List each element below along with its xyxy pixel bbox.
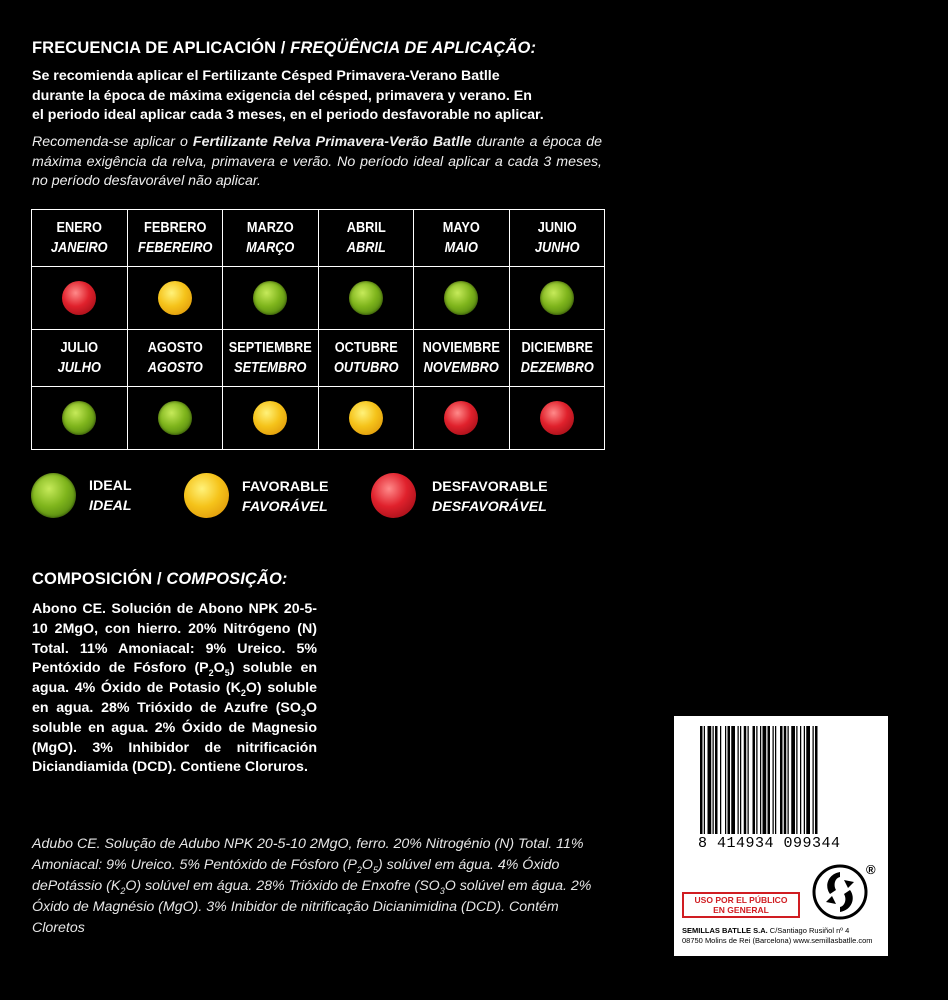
legend-ideal-pt: IDEAL <box>89 498 132 514</box>
frecuencia-line: Se recomienda aplicar el Fertilizante Césped Primavera-Verano Batlle <box>32 68 500 84</box>
status-cell <box>127 387 223 450</box>
status-cell <box>318 387 414 450</box>
month-pt: ABRIL <box>346 240 386 256</box>
barcode-bar <box>700 726 703 834</box>
barcode-bar <box>748 726 749 834</box>
month-es: SEPTIEMBRE <box>228 340 312 356</box>
green-dot-icon <box>540 281 574 315</box>
month-pt: DEZEMBRO <box>520 360 594 376</box>
company-name: SEMILLAS BATLLE S.A. <box>682 926 768 935</box>
registered-mark: ® <box>866 862 876 877</box>
yellow-dot-icon <box>184 473 229 518</box>
barcode-bar <box>713 726 714 834</box>
barcode-bar <box>738 726 739 834</box>
barcode-bar <box>731 726 735 834</box>
frecuencia-pt-pre: Recomenda-se aplicar o <box>32 134 193 150</box>
status-row <box>32 267 605 330</box>
legend-favorable-label <box>242 477 328 517</box>
frecuencia-title <box>32 39 536 58</box>
barcode-bar <box>728 726 731 834</box>
month-cell <box>318 330 414 387</box>
status-cell <box>32 387 128 450</box>
month-es: DICIEMBRE <box>520 340 593 356</box>
uso-publico-badge <box>682 892 800 918</box>
frecuencia-line: durante la época de máxima exigencia del césped, primavera y verano. En <box>32 87 532 104</box>
month-cell <box>509 330 605 387</box>
legend-ideal-label <box>89 476 132 516</box>
month-es: FEBRERO <box>143 220 206 236</box>
month-es: AGOSTO <box>147 340 203 356</box>
barcode-bar <box>715 726 718 834</box>
month-row <box>32 210 605 267</box>
month-pt: NOVEMBRO <box>423 360 499 376</box>
yellow-dot-icon <box>253 401 287 435</box>
comp-es-part: O) soluble en agua. 28% Trióxido de Azufre (SO <box>32 680 317 716</box>
barcode-bar <box>753 726 756 834</box>
composicion-text-pt <box>32 834 604 939</box>
address-line1: C/Santiago Rusiñol nº 4 <box>767 926 850 935</box>
frecuencia-pt-post: durante a época de máxima exigência da relva, primavera e verão. No período ideal aplicar a cada 3 meses, no período desfavorável não aplicar. <box>32 134 603 189</box>
address-line2: 08750 Molins de Rei (Barcelona) www.semillasbatlle.com <box>682 936 873 945</box>
comp-es-sub: 2 <box>240 688 246 699</box>
yellow-dot-icon <box>349 401 383 435</box>
comp-es-sub: 3 <box>300 707 306 718</box>
barcode-bar <box>796 726 797 834</box>
comp-es-part: Abono CE. Solución de Abono NPK 20-5-10 2MgO, con hierro. 20% Nitrógeno (N) Total. 11% Amoniacal: 9% Ureico. 5% Pentóxido de Fósforo (P <box>32 601 317 677</box>
red-dot-icon <box>371 473 416 518</box>
month-cell <box>414 210 510 267</box>
comp-pt-part: ) solúvel em água. 4% Óxido dePotássio (K <box>32 857 560 894</box>
uso-line1: USO POR EL PÚBLICO <box>694 894 788 905</box>
barcode-bar <box>800 726 801 834</box>
barcode-bar <box>775 726 776 834</box>
barcode-icon <box>698 726 860 848</box>
product-name-pt: Fertilizante Relva Primavera-Verão Batlle <box>192 134 472 150</box>
green-dot-icon <box>253 281 287 315</box>
barcode-bar <box>815 726 818 834</box>
month-pt: SETEMBRO <box>234 360 307 376</box>
barcode-bar <box>763 726 767 834</box>
green-dot-recycling-icon <box>812 864 868 920</box>
barcode-bar <box>780 726 783 834</box>
frecuencia-text-es <box>32 67 608 126</box>
comp-es-part: ) soluble en agua. 4% Óxido de Potasio (K <box>32 660 318 697</box>
month-es: MARZO <box>246 220 294 236</box>
barcode-bar <box>760 726 761 834</box>
month-pt: AGOSTO <box>147 360 203 376</box>
status-cell <box>223 387 319 450</box>
status-cell <box>32 267 128 330</box>
application-calendar <box>31 209 605 450</box>
uso-line2: EN GENERAL <box>713 905 769 915</box>
barcode-bar <box>744 726 747 834</box>
red-dot-icon <box>62 281 96 315</box>
yellow-dot-icon <box>158 281 192 315</box>
frecuencia-text-pt <box>32 133 602 192</box>
frecuencia-title-es: FRECUENCIA DE APLICACIÓN / <box>32 39 286 57</box>
status-cell <box>509 387 605 450</box>
legend-favorable <box>184 473 229 518</box>
legend-ideal <box>31 473 76 518</box>
status-cell <box>509 267 605 330</box>
month-pt: JANEIRO <box>50 240 108 256</box>
legend-favorable-es: FAVORABLE <box>242 479 329 495</box>
barcode-bar <box>720 726 721 834</box>
green-dot-icon <box>62 401 96 435</box>
month-cell <box>127 210 223 267</box>
month-pt: JUNHO <box>534 240 580 256</box>
composicion-text-es <box>32 600 317 778</box>
barcode-bar <box>806 726 810 834</box>
month-es: ABRIL <box>346 220 386 236</box>
status-row <box>32 387 605 450</box>
barcode-bar <box>740 726 741 834</box>
month-cell <box>127 330 223 387</box>
comp-pt-part: O) solúvel em água. 28% Trióxido de Enxofre (SO <box>125 878 440 894</box>
status-cell <box>318 267 414 330</box>
comp-pt-part: Adubo CE. Solução de Adubo NPK 20-5-10 2MgO, ferro. 20% Nitrogénio (N) Total. 11% Amoniacal: 9% Ureico. 5% Pentóxido de Fósforo (P <box>32 836 584 873</box>
comp-pt-part: O <box>361 857 373 873</box>
month-pt: MARÇO <box>246 240 295 256</box>
comp-pt-sub: 2 <box>356 864 362 875</box>
barcode-bar <box>708 726 712 834</box>
barcode-bar <box>788 726 789 834</box>
comp-pt-sub: 3 <box>439 885 445 896</box>
month-es: ENERO <box>56 220 102 236</box>
comp-pt-sub: 5 <box>372 864 378 875</box>
status-cell <box>414 387 510 450</box>
comp-es-sub: 2 <box>208 668 214 679</box>
comp-es-part: O soluble en agua. 2% Óxido de Magnesio (MgO). 3% Inhibidor de nitrificación Diciandiamida (DCD). Contiene Cloruros. <box>32 699 317 776</box>
green-dot-icon <box>349 281 383 315</box>
month-row <box>32 330 605 387</box>
red-dot-icon <box>540 401 574 435</box>
composicion-title <box>32 570 288 589</box>
composicion-title-es: COMPOSICIÓN / <box>32 570 162 588</box>
barcode-bar <box>804 726 805 834</box>
frecuencia-line: el periodo ideal aplicar cada 3 meses, en el periodo desfavorable no aplicar. <box>32 107 544 123</box>
status-cell <box>127 267 223 330</box>
red-dot-icon <box>444 401 478 435</box>
barcode-bar <box>773 726 774 834</box>
month-pt: MAIO <box>444 240 478 256</box>
month-cell <box>223 210 319 267</box>
month-cell <box>32 210 128 267</box>
month-cell <box>32 330 128 387</box>
barcode-bar <box>768 726 771 834</box>
barcode-bar <box>813 726 814 834</box>
comp-pt-part: O solúvel em água. 2% Óxido de Magnésio (MgO). 3% Inibidor de nitrificação Dicianimidina (DCD). Contém Cloretos <box>32 878 592 936</box>
frecuencia-title-pt: FREQÜÊNCIA DE APLICAÇÃO: <box>290 39 537 57</box>
month-pt: FEBEREIRO <box>137 240 212 256</box>
green-dot-icon <box>158 401 192 435</box>
status-cell <box>223 267 319 330</box>
legend-desfavorable-label <box>432 477 548 517</box>
comp-es-part: O <box>213 660 225 677</box>
month-cell <box>223 330 319 387</box>
legend-ideal-es: IDEAL <box>89 478 132 494</box>
month-pt: JULHO <box>57 360 101 376</box>
month-cell <box>318 210 414 267</box>
month-es: NOVIEMBRE <box>422 340 500 356</box>
legend-favorable-pt: FAVORÁVEL <box>242 499 328 515</box>
month-es: JULIO <box>60 340 99 356</box>
barcode-bar <box>791 726 795 834</box>
green-dot-icon <box>31 473 76 518</box>
month-es: JUNIO <box>537 220 577 236</box>
comp-es-sub: 5 <box>224 668 230 679</box>
barcode-number: 8 414934 099344 <box>698 835 864 852</box>
comp-pt-sub: 2 <box>120 885 126 896</box>
legend-desfavorable <box>371 473 416 518</box>
legend-desfavorable-es: DESFAVORABLE <box>432 479 548 495</box>
month-cell <box>414 330 510 387</box>
month-es: MAYO <box>442 220 480 236</box>
barcode-bar <box>725 726 726 834</box>
composicion-title-pt: COMPOSIÇÃO: <box>166 570 288 588</box>
barcode-bar <box>784 726 787 834</box>
barcode-bar <box>756 726 757 834</box>
month-cell <box>509 210 605 267</box>
month-es: OCTUBRE <box>334 340 398 356</box>
green-dot-icon <box>444 281 478 315</box>
status-cell <box>414 267 510 330</box>
company-address <box>682 926 886 946</box>
barcode-bar <box>704 726 705 834</box>
legend-desfavorable-pt: DESFAVORÁVEL <box>432 499 547 515</box>
month-pt: OUTUBRO <box>333 360 399 376</box>
product-label <box>674 716 888 956</box>
